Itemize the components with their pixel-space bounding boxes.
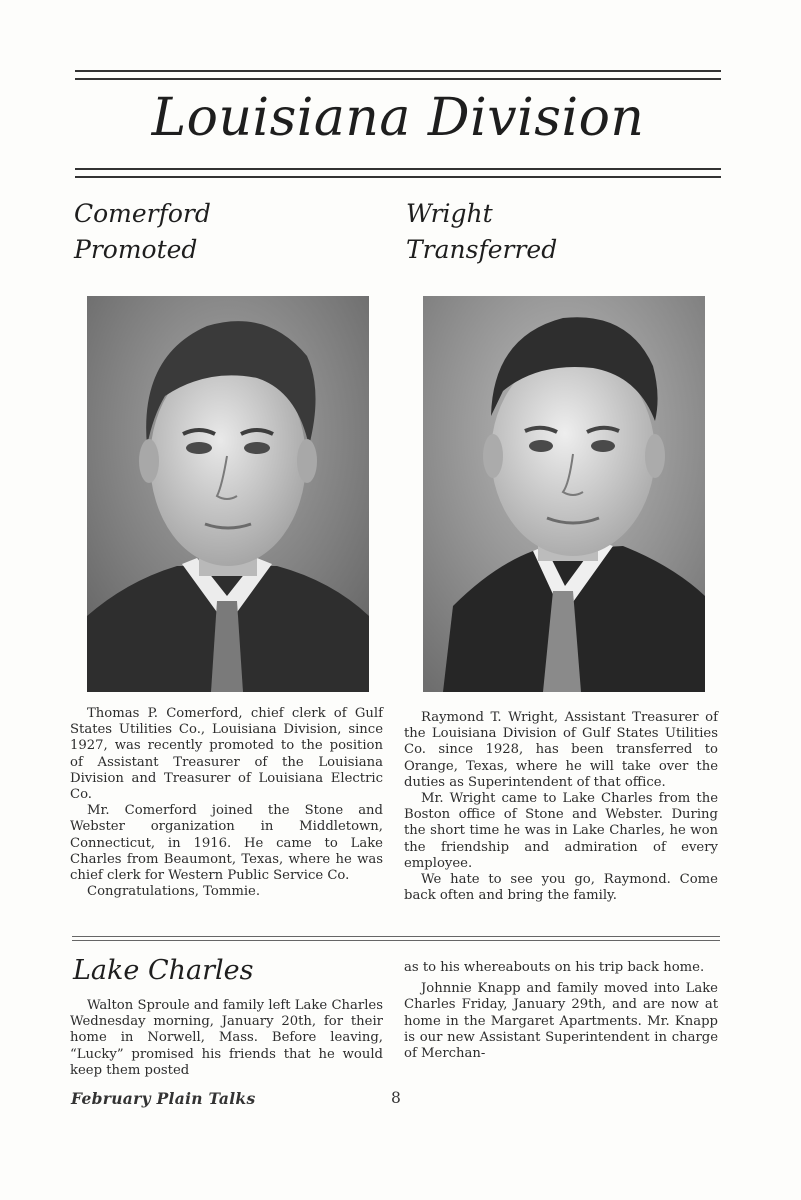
sproule-paragraph: Walton Sproule and family left Lake Charles Wednesday morning, January 20th, for their home in Norwell, Mass. Before leaving, “Lucky” promised his friends that he would keep them posted (70, 998, 383, 1078)
comerford-portrait-image (87, 296, 369, 692)
wright-heading (406, 196, 557, 268)
comerford-portrait (87, 296, 369, 692)
division-title: Louisiana Division (151, 88, 645, 148)
comerford-paragraph-2: Mr. Comerford joined the Stone and Webster organization in Middletown, Connecticut, in 1916. He came to Lake Charles from Beaumont, Texas, where he was chief clerk for Western Public Service Co. (70, 803, 383, 884)
publication-footer: February Plain Talks (71, 1089, 256, 1108)
wright-heading-line1: Wright (406, 199, 493, 228)
wright-paragraph-1: Raymond T. Wright, Assistant Treasurer of the Louisiana Division of Gulf States Utilities Co. since 1928, has been transferred to Orange, Texas, where he will take over the duties as Superintendent of that office. (404, 710, 718, 790)
wright-heading-line2: Transferred (406, 235, 558, 264)
comerford-paragraph-1: Thomas P. Comerford, chief clerk of Gulf States Utilities Co., Louisiana Division, since 1927, was recently promoted to the position of Assistant Treasurer of the Louisiana Division and Treasurer of Louisiana Electric Co. (70, 706, 383, 803)
wright-paragraph-2: Mr. Wright came to Lake Charles from the Boston office of Stone and Webster. During the short time he was in Lake Charles, he won the friendship and admiration of every employee. (404, 791, 718, 871)
wright-portrait-image (423, 296, 705, 692)
header-rule-top (75, 70, 721, 80)
lake-charles-heading: Lake Charles (73, 955, 254, 986)
comerford-heading (74, 196, 211, 268)
lake-charles-right-column (404, 960, 718, 1062)
section-divider (72, 936, 720, 941)
wright-paragraph-3: We hate to see you go, Raymond. Come back often and bring the family. (404, 872, 718, 904)
comerford-article (70, 706, 383, 900)
comerford-paragraph-3: Congratulations, Tommie. (87, 884, 261, 900)
wright-article (404, 710, 718, 904)
sproule-continuation: as to his whereabouts on his trip back home. (404, 960, 705, 975)
knapp-paragraph: Johnnie Knapp and family moved into Lake Charles Friday, January 29th, and are now at home in the Margaret Apartments. Mr. Knapp is our new Assistant Superintendent in charge of Merchan- (404, 981, 718, 1062)
wright-portrait (423, 296, 705, 692)
comerford-heading-line1: Comerford (74, 199, 211, 228)
header-rule-bottom (75, 168, 721, 178)
page-number: 8 (391, 1089, 401, 1107)
comerford-heading-line2: Promoted (74, 235, 198, 264)
lake-charles-left-column (70, 998, 383, 1079)
